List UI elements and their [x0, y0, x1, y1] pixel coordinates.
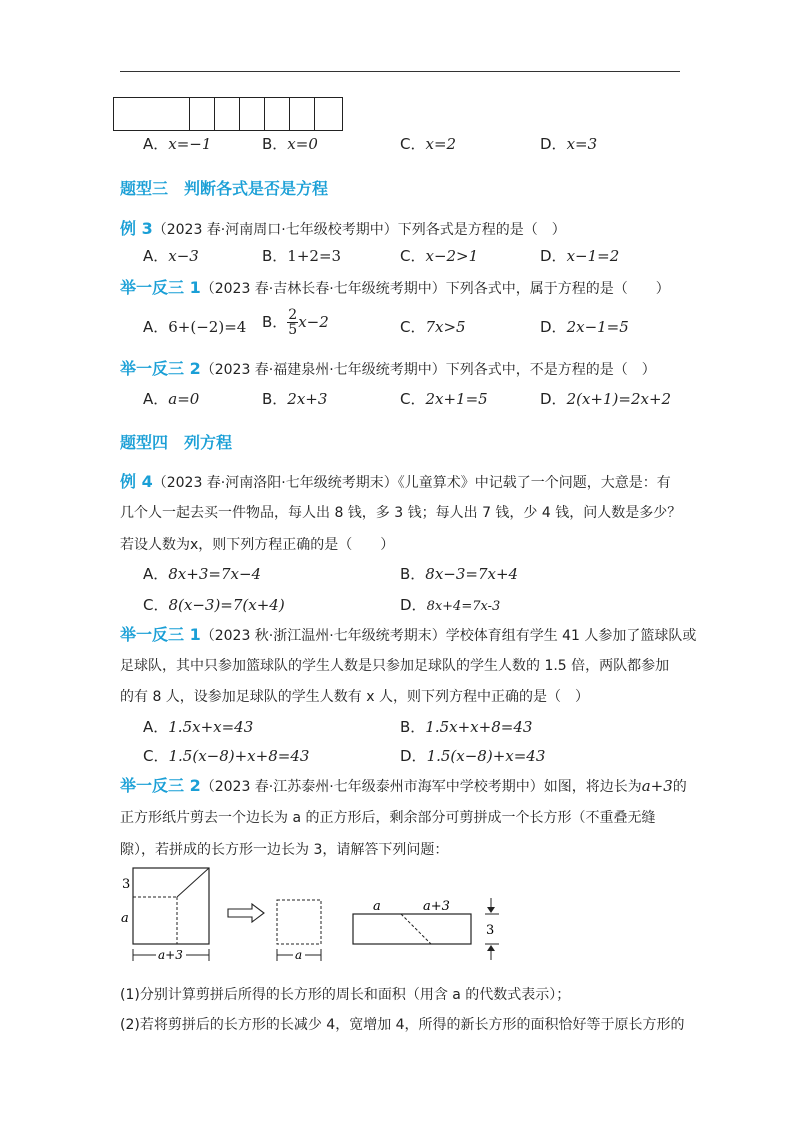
- option-c: C．7x>5: [400, 318, 466, 336]
- option-c: C．2x+1=5: [400, 390, 488, 408]
- option-c: C．8(x−3)=7(x+4): [143, 596, 285, 614]
- question-2: (2)若将剪拼后的长方形的长减少 4，宽增加 4，所得的新长方形的面积恰好等于原长方形的: [120, 1017, 685, 1033]
- example-tag: 例 3: [120, 219, 153, 238]
- grid-cell: [190, 98, 215, 130]
- option-b: B．1+2=3: [262, 247, 342, 265]
- rect-label-3: 3: [486, 923, 495, 938]
- option-b: B．1.5x+x+8=43: [400, 718, 533, 736]
- option-b: B． $\frac{2}{5}$ x−2: [262, 307, 329, 338]
- grid-cell: [215, 98, 240, 130]
- option-d: D．8x+4=7x-3: [400, 596, 501, 614]
- example-4-line1: 例 4（2023 春·河南洛阳·七年级统考期末）《儿童算术》中记载了一个问题，大意是：有: [120, 472, 671, 491]
- arrow-icon: [228, 904, 264, 922]
- option-a: A．8x+3=7x−4: [143, 565, 262, 583]
- label-a-plus-3: a+3: [158, 948, 183, 962]
- square-cut-figure: [115, 862, 515, 972]
- option-c: C．1.5(x−8)+x+8=43: [143, 747, 310, 765]
- option-a: A．x−3: [143, 247, 199, 265]
- option-c: C．x−2>1: [400, 247, 479, 265]
- dashed-join-line: [401, 914, 431, 944]
- option-d: D．2(x+1)=2x+2: [540, 390, 672, 408]
- diagonal-cut-line: [177, 868, 209, 897]
- grid-cell: [240, 98, 265, 130]
- option-d: D．1.5(x−8)+x=43: [400, 747, 546, 765]
- small-square: [277, 900, 321, 944]
- header-rule: [120, 71, 680, 72]
- label-a-small: a: [295, 948, 303, 962]
- answer-grid: [113, 97, 343, 131]
- section-title: 题型四 列方程: [120, 433, 233, 452]
- rect-label-a-plus-3: a+3: [423, 899, 450, 914]
- option-d: D．x−1=2: [540, 247, 620, 265]
- question-1: (1)分别计算剪拼后所得的长方形的周长和面积（用含 a 的代数式表示）；: [120, 987, 571, 1003]
- option-c: C．x=2: [400, 135, 457, 153]
- variant-4-2-line3: 隙），若拼成的长方形一边长为 3，请解答下列问题：: [120, 842, 449, 858]
- arrow-down-icon: [487, 907, 495, 913]
- label-3: 3: [122, 877, 131, 892]
- option-a: A．1.5x+x=43: [143, 718, 254, 736]
- arrow-up-icon: [487, 945, 495, 951]
- variant-4-1-line3: 的有 8 人，设参加足球队的学生人数有 x 人，则下列方程中正确的是（ ）: [120, 689, 589, 705]
- option-b: B．x=0: [262, 135, 318, 153]
- variant-4-1-line1: 举一反三 1（2023 秋·浙江温州·七年级统考期末）学校体育组有学生 41 人参加了篮球队或: [120, 625, 697, 644]
- option-a: A．a=0: [143, 390, 200, 408]
- option-a: A．x=−1: [143, 135, 212, 153]
- rect-label-a: a: [373, 899, 381, 914]
- variant-4-1-line2: 足球队，其中只参加篮球队的学生人数是只参加足球队的学生人数的 1.5 倍，两队都参加: [120, 658, 670, 674]
- fraction: $\frac{2}{5}$: [288, 307, 298, 338]
- example-4-line2: 几个人一起去买一件物品，每人出 8 钱，多 3 钱；每人出 7 钱，少 4 钱，问人数是多少？: [120, 505, 682, 521]
- grid-cell: [315, 98, 342, 130]
- big-square: [133, 868, 209, 944]
- option-d: D．2x−1=5: [540, 318, 629, 336]
- grid-cell: [114, 98, 190, 130]
- result-rectangle: [353, 914, 471, 944]
- option-b: B．8x−3=7x+4: [400, 565, 519, 583]
- example-3: 例 3（2023 春·河南周口·七年级校考期中）下列各式是方程的是（ ）: [120, 219, 566, 238]
- variant-4-2-line2: 正方形纸片剪去一个边长为 a 的正方形后，剩余部分可剪拼成一个长方形（不重叠无缝: [120, 810, 656, 826]
- grid-cell: [265, 98, 290, 130]
- variant-4-2-line1: 举一反三 2（2023 春·江苏泰州·七年级泰州市海军中学校考期中）如图，将边长为a+3的: [120, 776, 687, 795]
- section-title: 题型三 判断各式是否是方程: [120, 179, 329, 198]
- label-a: a: [121, 911, 129, 926]
- example-4-line3: 若设人数为x，则下列方程正确的是（ ）: [120, 537, 395, 553]
- variant-3-1: 举一反三 1（2023 春·吉林长春·七年级统考期中）下列各式中，属于方程的是（ ）: [120, 278, 670, 297]
- option-b: B．2x+3: [262, 390, 328, 408]
- grid-cell: [290, 98, 315, 130]
- option-a: A．6+(−2)=4: [143, 318, 247, 336]
- option-d: D．x=3: [540, 135, 598, 153]
- variant-3-2: 举一反三 2（2023 春·福建泉州·七年级统考期中）下列各式中，不是方程的是（ ）: [120, 359, 656, 378]
